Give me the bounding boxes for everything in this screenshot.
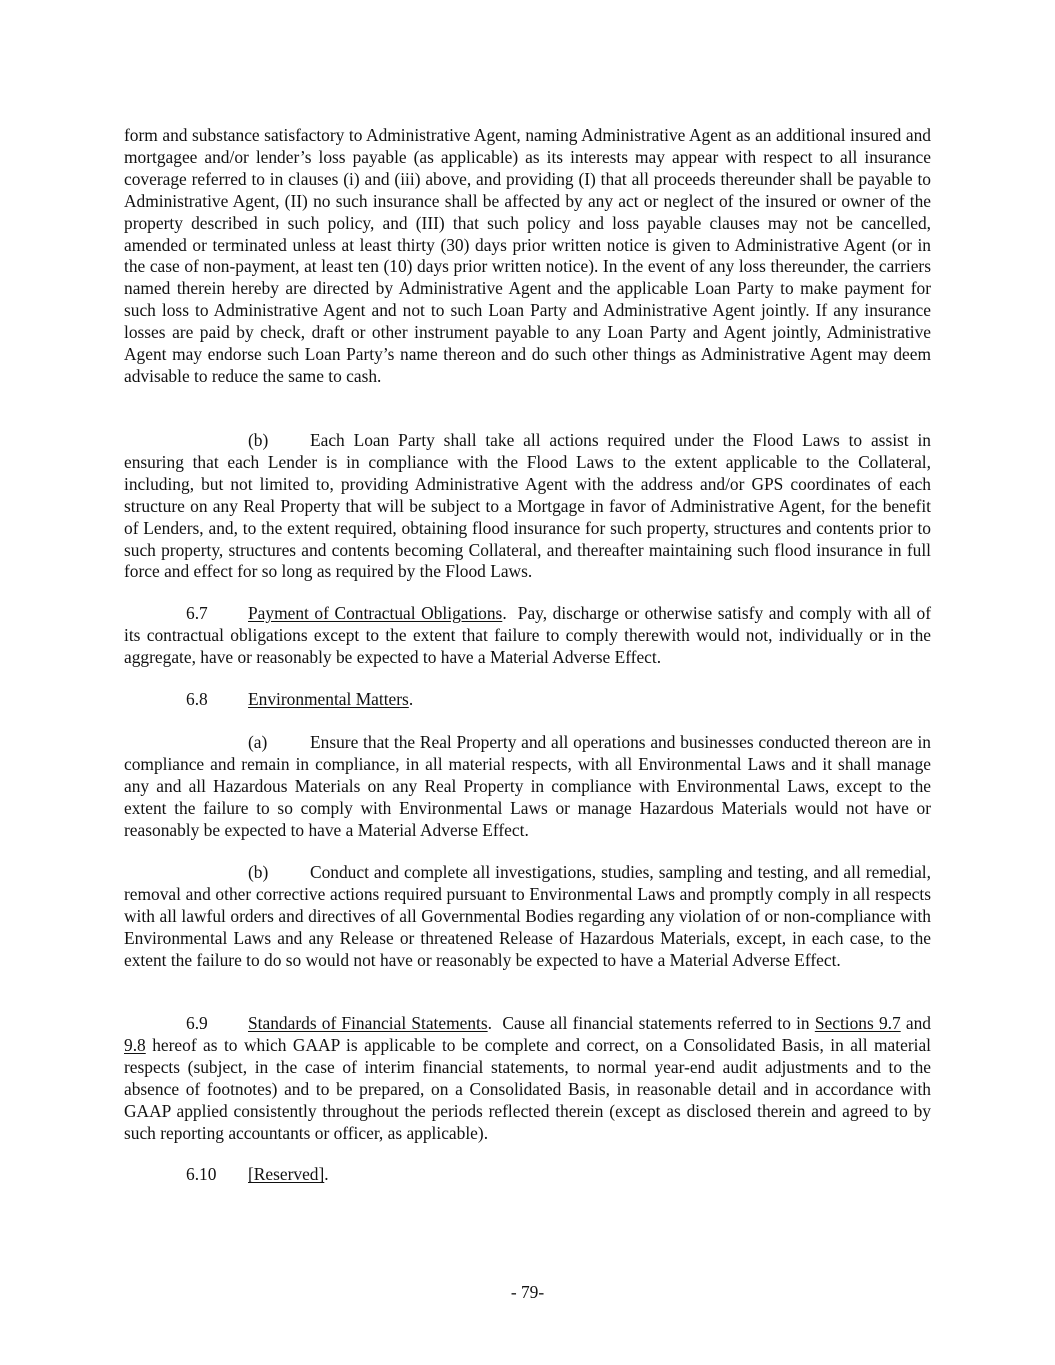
clause-label: (a) <box>248 732 268 752</box>
paragraph-flood-laws: (b) Each Loan Party shall take all actions required under the Flood Laws to assist in ensuring that each Lender is in compliance with the Flood Laws to the extent applicable to the Collateral, including, but not limited to, providing Administrative Agent with the address and/or GPS coordinates of each structure on any Real Property that will be subject to a Mortgage in favor of Administrative Agent, for the benefit of Lenders, and, to the extent required, obtaining flood insurance for such property, structures and contents prior to such property, structures and contents becoming Collateral, and thereafter maintaining such flood insurance in full force and effect for so long as required by the Flood Laws. <box>124 430 931 582</box>
section-6-8-heading: 6.8 Environmental Matters. <box>186 689 414 709</box>
section-number: 6.8 <box>186 689 208 709</box>
page-number: - 79- <box>510 1282 545 1302</box>
section-number: 6.9 <box>186 1013 208 1033</box>
clause-label: (b) <box>248 862 269 882</box>
section-6-7: 6.7 Payment of Contractual Obligations. Pay, discharge or otherwise satisfy and comply with all of its contractual obligations except to the extent that failure to comply therewith would not, individually or in the aggregate, have or reasonably be expected to have a Material Adverse Effect. <box>124 603 932 667</box>
section-title: Payment of Contractual Obligations <box>248 603 503 623</box>
cross-reference-link[interactable]: 9.8 <box>124 1034 146 1055</box>
paragraph-environmental-b: (b) Conduct and complete all investigations, studies, sampling and testing, and all remedial, removal and other corrective actions required pursuant to Environmental Laws and promptly comply in all respects with all lawful orders and directives of all Governmental Bodies regarding any violation of or non-compliance with Environmental Laws and any Release or threatened Release of Hazardous Materials, except, in each case, to the extent the failure to do so would not have or reasonably be expected to have a Material Adverse Effect. <box>124 862 931 970</box>
section-number: 6.7 <box>186 603 208 623</box>
section-6-9: 6.9 Standards of Financial Statements. Cause all financial statements referred to in Sections 9.7 and 9.8 hereof as to which GAAP is applicable to be complete and correct, on a Consolidated Basis, in all material respects (subject, in the case of interim financial statements, to normal year-end audit adjustments and to the absence of footnotes) and to be prepared, on a Consolidated Basis, in reasonable detail and in accordance with GAAP applied consistently throughout the periods reflected therein (except as disclosed therein and agreed to by such reporting accountants or officer, as applicable). <box>124 1013 932 1143</box>
clause-label: (b) <box>248 430 269 450</box>
section-number: 6.10 <box>186 1164 217 1184</box>
paragraph-environmental-a: (a) Ensure that the Real Property and all operations and businesses conducted thereon are in compliance and remain in compliance, in all material respects, with all Environmental Laws and it shall manage any and all Hazardous Materials on any Real Property in compliance with Environmental Laws, except to the extent the failure to so comply with Environmental Laws or manage Hazardous Materials would not have or reasonably be expected to have a Material Adverse Effect. <box>124 732 931 840</box>
section-title: [Reserved] <box>248 1164 325 1184</box>
paragraph-insurance-continuation: form and substance satisfactory to Administrative Agent, naming Administrative Agent as an additional insured and mortgagee and/or lender’s loss payable (as applicable) as its interests may appear with respect to all insurance coverage referred to in clauses (i) and (iii) above, and providing (I) that all proceeds thereunder shall be payable to Administrative Agent, (II) no such insurance shall be affected by any act or neglect of the insured or owner of the property described in such policy, and (III) that such policy and loss payable clauses may not be cancelled, amended or terminated unless at least thirty (30) days prior written notice is given to Administrative Agent (or in the case of non-payment, at least ten (10) days prior written notice). In the event of any loss thereunder, the carriers named therein hereby are directed by Administrative Agent and the applicable Loan Party to make payment for such loss to Administrative Agent and not to such Loan Party and Administrative Agent jointly. If any insurance losses are paid by check, draft or other instrument payable to any Loan Party and Agent jointly, Administrative Agent may endorse such Loan Party’s name thereon and do such other things as Administrative Agent may deem advisable to reduce the same to cash. <box>124 125 931 386</box>
cross-reference-link[interactable]: Sections 9.7 <box>814 1013 901 1033</box>
section-title: Environmental Matters <box>248 689 409 709</box>
section-title: Standards of Financial Statements <box>248 1013 488 1033</box>
section-6-10-heading: 6.10 [Reserved]. <box>186 1164 329 1184</box>
